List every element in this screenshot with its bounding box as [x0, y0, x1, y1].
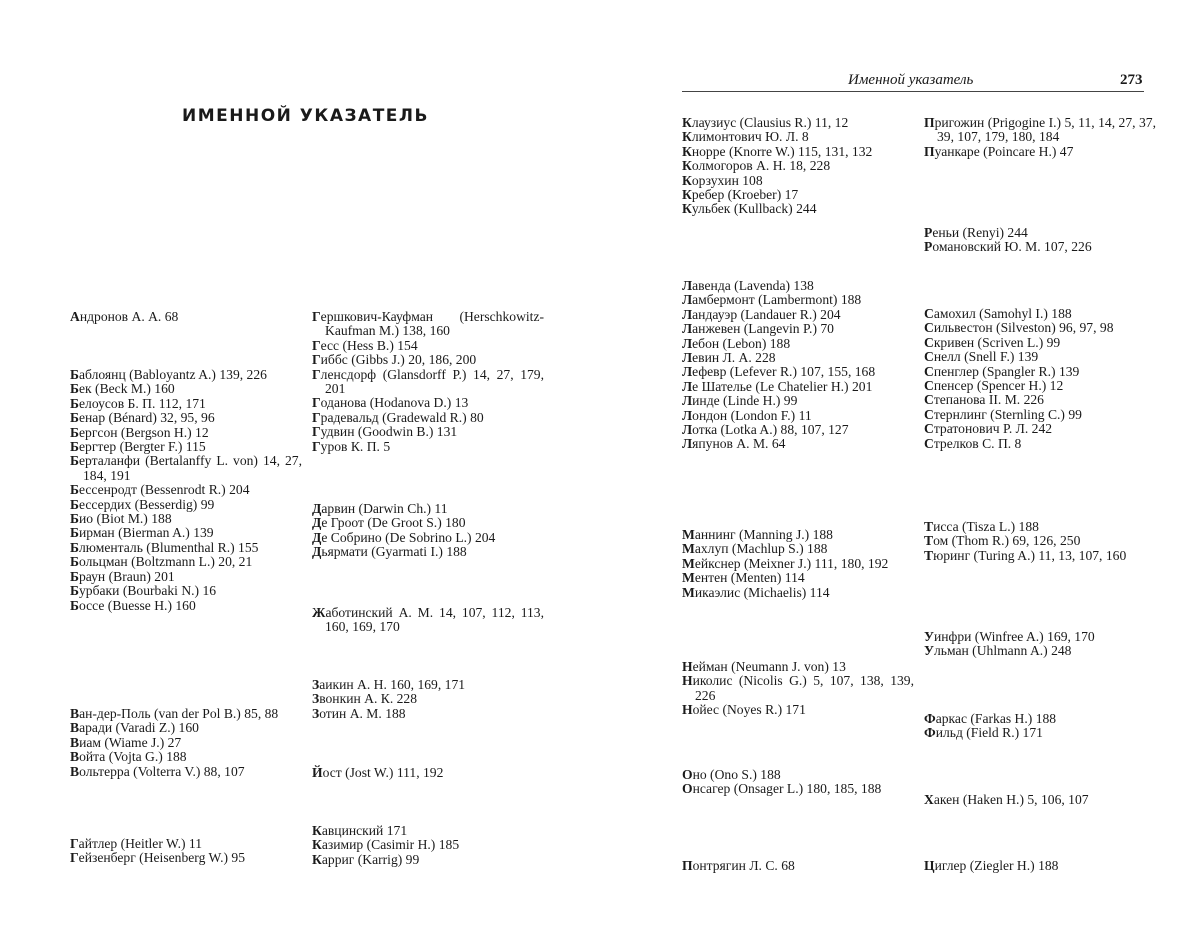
letter-block: [682, 116, 914, 217]
index-entry: Мейкснер (Meixner J.) 111, 180, 192: [682, 555, 889, 571]
index-entry: Пригожин (Prigogine I.) 5, 11, 14, 27, 37, 39, 107, 179, 180, 184: [924, 115, 1156, 145]
letter-block: [682, 768, 914, 797]
letter-block: [682, 528, 914, 600]
letter-block: [924, 520, 1156, 563]
index-entry: Ментен (Menten) 114: [682, 570, 805, 586]
index-entry: Варади (Varadi Z.) 160: [70, 720, 199, 736]
index-entry: Снелл (Snell F.) 139: [924, 349, 1039, 365]
right-page: [600, 0, 1200, 930]
index-entry: Блюменталь (Blumenthal R.) 155: [70, 539, 259, 555]
index-entry: Корзухин 108: [682, 172, 763, 188]
index-entry: Годанова (Hodanova D.) 13: [312, 395, 469, 411]
index-entry: Дьярмати (Gyarmati I.) 188: [312, 544, 467, 560]
index-entry: Фаркас (Farkas H.) 188: [924, 711, 1057, 726]
page-title: ИМЕННОЙ УКАЗАТЕЛЬ: [182, 106, 429, 126]
page-number: 273: [1120, 72, 1143, 88]
index-entry: Звонкин А. К. 228: [312, 691, 418, 707]
index-entry: Спенсер (Spencer H.) 12: [924, 378, 1064, 394]
index-entry: Градевальд (Gradewald R.) 80: [312, 409, 484, 425]
index-entry: Лавенда (Lavenda) 138: [682, 278, 814, 293]
index-entry: Бессердих (Besserdig) 99: [70, 496, 215, 512]
index-entry: Бурбаки (Bourbaki N.) 16: [70, 583, 217, 599]
index-entry: Нойес (Noyes R.) 171: [682, 702, 806, 718]
letter-block: [924, 226, 1156, 255]
index-entry: Гиббс (Gibbs J.) 20, 186, 200: [312, 352, 477, 368]
index-entry: Сильвестон (Silveston) 96, 97, 98: [924, 320, 1114, 336]
index-entry: Скривен (Scriven L.) 99: [924, 334, 1061, 350]
index-entry: Циглер (Ziegler H.) 188: [924, 858, 1059, 873]
index-entry: Зотин А. М. 188: [312, 705, 406, 721]
index-entry: Самохил (Samohyl I.) 188: [924, 306, 1072, 321]
index-entry: Жаботинский А. М. 14, 107, 112, 113, 160, 169, 170: [312, 605, 544, 635]
letter-block: [70, 707, 302, 779]
index-entry: Гленсдорф (Glansdorff P.) 14, 27, 179, 201: [312, 366, 544, 397]
index-entry: Клаузиус (Clausius R.) 11, 12: [682, 115, 849, 130]
index-entry: Колмогоров А. Н. 18, 228: [682, 158, 831, 174]
index-entry: Стратонович Р. Л. 242: [924, 421, 1053, 437]
index-entry: Виам (Wiame J.) 27: [70, 734, 182, 750]
index-entry: Берталанфи (Bertalanffy L. von) 14, 27, 184, 191: [70, 453, 302, 483]
letter-block: [924, 859, 1156, 873]
letter-block: [312, 766, 544, 780]
index-entry: Гершкович-Кауфман (Herschkowitz-Kaufman M.) 138, 160: [312, 309, 544, 339]
letter-block: [924, 630, 1156, 659]
letter-block: [682, 660, 914, 718]
index-entry: Лефевр (Lefever R.) 107, 155, 168: [682, 364, 876, 380]
index-entry: Бирман (Bierman A.) 139: [70, 525, 214, 541]
index-entry: Ландауэр (Landauer R.) 204: [682, 306, 841, 322]
index-entry: Кавцинский 171: [312, 823, 408, 838]
index-entry: Заикин А. Н. 160, 169, 171: [312, 677, 466, 692]
index-entry: Ульман (Uhlmann A.) 248: [924, 643, 1072, 659]
index-entry: Гесс (Hess B.) 154: [312, 337, 418, 353]
letter-block: [312, 606, 544, 635]
index-entry: Гайтлер (Heitler W.) 11: [70, 836, 202, 851]
letter-block: [312, 310, 544, 454]
index-entry: Бергтер (Bergter F.) 115: [70, 439, 206, 455]
index-entry: Онсагер (Onsager L.) 180, 185, 188: [682, 781, 882, 797]
letter-block: [70, 368, 302, 613]
letter-block: [312, 678, 544, 721]
index-entry: Йост (Jost W.) 111, 192: [312, 765, 444, 780]
index-entry: Ле Шателье (Le Chatelier H.) 201: [682, 378, 873, 394]
index-entry: Уинфри (Winfree A.) 169, 170: [924, 629, 1095, 644]
index-entry: Бек (Beck M.) 160: [70, 381, 175, 397]
index-entry: Войта (Vojta G.) 188: [70, 749, 187, 765]
index-entry: Кульбек (Kullback) 244: [682, 201, 817, 217]
index-entry: Нейман (Neumann J. von) 13: [682, 659, 846, 674]
letter-block: [924, 116, 1156, 159]
index-entry: Спенглер (Spangler R.) 139: [924, 363, 1080, 379]
index-entry: Кнорре (Knorre W.) 115, 131, 132: [682, 143, 873, 159]
index-entry: Оно (Ono S.) 188: [682, 767, 781, 782]
index-entry: Био (Biot M.) 188: [70, 511, 172, 527]
index-entry: Махлуп (Machlup S.) 188: [682, 541, 828, 557]
index-entry: Бенар (Bénard) 32, 95, 96: [70, 410, 215, 426]
header-rule: [682, 91, 1144, 92]
letter-block: [312, 824, 544, 867]
index-entry: Боссе (Buesse H.) 160: [70, 597, 196, 613]
letter-block: [682, 859, 914, 873]
index-entry: Стернлинг (Sternling C.) 99: [924, 406, 1082, 422]
index-entry: Браун (Braun) 201: [70, 568, 175, 584]
index-entry: Казимир (Casimir H.) 185: [312, 837, 460, 853]
letter-block: [924, 793, 1156, 807]
index-entry: Андронов А. А. 68: [70, 309, 179, 324]
letter-block: [924, 712, 1156, 741]
index-entry: Дарвин (Darwin Ch.) 11: [312, 501, 448, 516]
index-entry: Белоусов Б. П. 112, 171: [70, 395, 206, 411]
index-entry: Тисса (Tisza L.) 188: [924, 519, 1039, 534]
index-entry: Климонтович Ю. Л. 8: [682, 129, 809, 145]
index-entry: Гуров К. П. 5: [312, 438, 391, 454]
letter-block: [682, 279, 914, 452]
index-entry: Ван-дер-Поль (van der Pol B.) 85, 88: [70, 706, 279, 721]
index-entry: Ляпунов А. М. 64: [682, 436, 786, 452]
index-entry: Степанова II. М. 226: [924, 392, 1044, 408]
index-entry: Де Гроот (De Groot S.) 180: [312, 515, 466, 531]
index-entry: Том (Thom R.) 69, 126, 250: [924, 533, 1081, 549]
index-entry: Лебон (Lebon) 188: [682, 335, 791, 351]
running-head: Именной указатель: [848, 72, 974, 88]
index-entry: Кребер (Kroeber) 17: [682, 187, 799, 203]
index-entry: Карриг (Karrig) 99: [312, 851, 420, 867]
index-entry: Лондон (London F.) 11: [682, 407, 812, 423]
index-entry: Микаэлис (Michaelis) 114: [682, 584, 830, 600]
index-entry: Левин Л. А. 228: [682, 350, 776, 366]
index-entry: Хакен (Haken H.) 5, 106, 107: [924, 792, 1089, 807]
index-entry: Николис (Nicolis G.) 5, 107, 138, 139, 226: [682, 673, 914, 703]
index-entry: Ламбермонт (Lambermont) 188: [682, 292, 862, 308]
letter-block: [924, 307, 1156, 451]
index-entry: Стрелков С. П. 8: [924, 435, 1022, 451]
index-entry: Линде (Linde H.) 99: [682, 393, 798, 409]
index-entry: Баблоянц (Babloyantz A.) 139, 226: [70, 367, 267, 382]
index-entry: Лотка (Lotka A.) 88, 107, 127: [682, 422, 849, 438]
index-entry: Маннинг (Manning J.) 188: [682, 527, 833, 542]
index-entry: Бергсон (Bergson H.) 12: [70, 424, 209, 440]
index-entry: Романовский Ю. М. 107, 226: [924, 239, 1092, 255]
letter-block: [312, 502, 544, 560]
index-entry: Реньи (Renyi) 244: [924, 225, 1028, 240]
index-entry: Пуанкаре (Poincare H.) 47: [924, 143, 1074, 159]
index-entry: Фильд (Field R.) 171: [924, 725, 1043, 741]
index-entry: Тюринг (Turing A.) 11, 13, 107, 160: [924, 547, 1127, 563]
index-entry: Больцман (Boltzmann L.) 20, 21: [70, 554, 253, 570]
index-entry: Бессенродт (Bessenrodt R.) 204: [70, 482, 250, 498]
letter-block: [70, 837, 302, 866]
index-entry: Понтрягин Л. С. 68: [682, 858, 795, 873]
index-entry: Ланжевен (Langevin P.) 70: [682, 321, 834, 337]
index-entry: Де Собрино (De Sobrino L.) 204: [312, 529, 496, 545]
index-entry: Вольтерра (Volterra V.) 88, 107: [70, 763, 245, 779]
letter-block: [70, 310, 302, 324]
index-entry: Гудвин (Goodwin B.) 131: [312, 424, 458, 440]
index-entry: Гейзенберг (Heisenberg W.) 95: [70, 850, 246, 866]
